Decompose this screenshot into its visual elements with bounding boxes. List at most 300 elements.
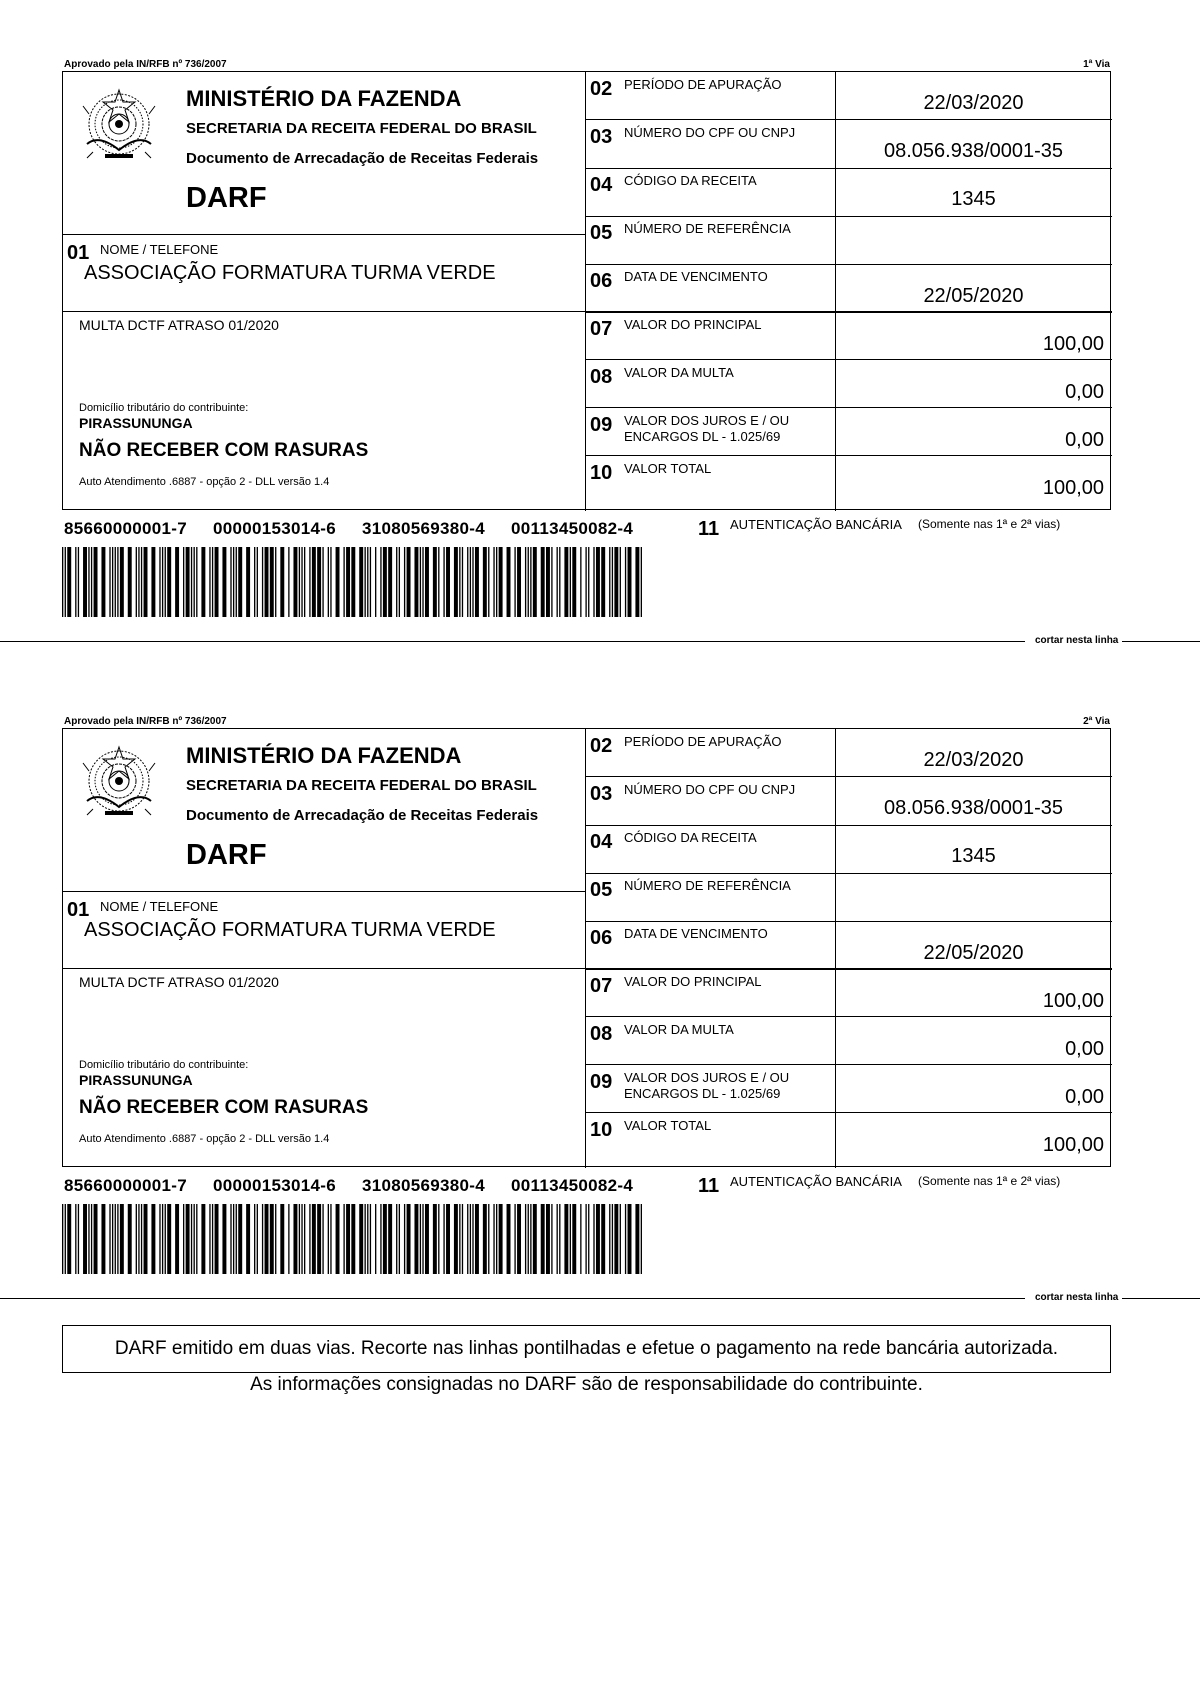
barcode-bar <box>414 547 418 617</box>
barcode-bar <box>596 1204 600 1274</box>
approval-note: Aprovado pela IN/RFB nº 736/2007 <box>64 716 227 727</box>
field-01-number: 01 <box>67 242 90 264</box>
barcode-bar <box>533 547 537 617</box>
barcode-bar <box>254 1204 255 1274</box>
barcode-bar <box>422 1204 423 1274</box>
principal-value: 100,00 <box>1042 333 1104 355</box>
barcode-bar <box>483 1204 487 1274</box>
field-11-note: (Somente nas 1ª e 2ª vias) <box>918 1174 1061 1188</box>
field-04-number: 04 <box>590 174 613 196</box>
barcode-bar <box>546 547 550 617</box>
total-value: 100,00 <box>1042 1134 1104 1156</box>
barcode-bar <box>317 547 321 617</box>
barcode-bar <box>446 1204 450 1274</box>
barcode-bar <box>212 1204 213 1274</box>
field-09-label-2: ENCARGOS DL - 1.025/69 <box>624 429 781 444</box>
field-09-number: 09 <box>590 1071 613 1093</box>
grid-line <box>585 921 1112 922</box>
barcode-bar <box>109 547 110 617</box>
barcode-bar <box>230 1204 231 1274</box>
barcode-bar <box>91 1204 92 1274</box>
secretariat-title: SECRETARIA DA RECEITA FEDERAL DO BRASIL <box>186 777 537 794</box>
digitable-line-part-2: 00000153014-6 <box>213 519 337 538</box>
barcode-bar <box>120 1204 124 1274</box>
fine-value: 0,00 <box>1065 1038 1104 1060</box>
field-11-label: AUTENTICAÇÃO BANCÁRIA <box>730 1174 902 1189</box>
barcode-bar <box>614 547 618 617</box>
grid-line <box>585 216 1112 217</box>
barcode-bar <box>183 1204 184 1274</box>
barcode-bar <box>191 547 192 617</box>
barcode-bar <box>246 1204 250 1274</box>
digitable-line-part-1: 85660000001-7 <box>64 519 188 538</box>
barcode-bar <box>454 1204 458 1274</box>
barcode-bar <box>270 1204 274 1274</box>
barcode-bar <box>301 1204 302 1274</box>
barcode-bar <box>304 1204 305 1274</box>
field-02-label: PERÍODO DE APURAÇÃO <box>624 734 782 749</box>
barcode-bar <box>293 547 297 617</box>
barcode-bar <box>459 1204 460 1274</box>
barcode-bar <box>336 1204 340 1274</box>
barcode-bar <box>151 547 155 617</box>
barcode-bar <box>317 1204 321 1274</box>
coat-of-arms-icon <box>79 741 159 821</box>
field-06-number: 06 <box>590 927 613 949</box>
interest-value: 0,00 <box>1065 429 1104 451</box>
barcode-bar <box>165 1204 166 1274</box>
cut-line <box>0 1292 1200 1318</box>
barcode-bar <box>383 547 387 617</box>
divider <box>63 234 585 235</box>
software-version: Auto Atendimento .6887 - opção 2 - DLL versão 1.4 <box>79 476 330 488</box>
barcode-bar <box>270 547 274 617</box>
barcode-bar <box>75 547 76 617</box>
barcode-bar <box>196 547 197 617</box>
barcode-bar <box>222 547 226 617</box>
barcode-bar <box>612 1204 613 1274</box>
barcode-bar <box>262 547 263 617</box>
grid-line <box>585 825 1112 826</box>
barcode-bar <box>551 547 552 617</box>
digitable-line-part-4: 00113450082-4 <box>511 1176 634 1195</box>
ministry-title: MINISTÉRIO DA FAZENDA <box>186 86 462 111</box>
barcode-bar <box>304 547 305 617</box>
digitable-line-part-3: 31080569380-4 <box>362 519 486 538</box>
barcode-bar <box>238 1204 242 1274</box>
barcode-bar <box>75 1204 76 1274</box>
grid-line <box>585 455 1112 456</box>
barcode-bar <box>194 1204 195 1274</box>
payment-description: MULTA DCTF ATRASO 01/2020 <box>79 974 279 990</box>
barcode-bar <box>186 547 190 617</box>
barcode-bar <box>196 1204 197 1274</box>
barcode-bar <box>288 547 289 617</box>
barcode-bar <box>175 1204 179 1274</box>
darf-form <box>62 71 1111 510</box>
taxpayer-name: ASSOCIAÇÃO FORMATURA TURMA VERDE <box>84 262 496 284</box>
barcode-bar <box>83 547 87 617</box>
barcode-bar <box>151 1204 155 1274</box>
barcode-bar <box>588 547 589 617</box>
field-08-number: 08 <box>590 366 613 388</box>
divider <box>63 311 585 312</box>
grid-line <box>585 968 1112 970</box>
field-06-label: DATA DE VENCIMENTO <box>624 269 768 284</box>
barcode-bar <box>209 1204 210 1274</box>
field-11-note: (Somente nas 1ª e 2ª vias) <box>918 517 1061 531</box>
barcode-bar <box>330 547 331 617</box>
barcode-bar <box>194 547 195 617</box>
barcode-bar <box>517 547 521 617</box>
barcode-bar <box>309 1204 310 1274</box>
barcode-bar <box>78 547 79 617</box>
barcode-bar <box>470 547 471 617</box>
barcode-bar <box>635 547 639 617</box>
barcode-bar <box>265 1204 269 1274</box>
darf-form <box>62 728 1111 1167</box>
barcode-bar <box>628 1204 632 1274</box>
approval-note: Aprovado pela IN/RFB nº 736/2007 <box>64 59 227 70</box>
barcode-bar <box>254 547 255 617</box>
barcode-bar <box>446 547 450 617</box>
field-03-number: 03 <box>590 126 613 148</box>
barcode-bar <box>635 1204 639 1274</box>
barcode-bar <box>370 547 371 617</box>
barcode-bar <box>275 547 276 617</box>
barcode-bar <box>367 1204 368 1274</box>
field-02-number: 02 <box>590 735 613 757</box>
barcode-bar <box>233 547 234 617</box>
barcode-bar <box>420 1204 421 1274</box>
barcode-bar <box>165 547 166 617</box>
document-title: Documento de Arrecadação de Receitas Federais <box>186 150 539 167</box>
barcode-bar <box>625 547 626 617</box>
barcode <box>62 547 642 617</box>
revenue-code-value: 1345 <box>951 845 996 867</box>
barcode-bar <box>312 547 316 617</box>
barcode-bar <box>625 1204 626 1274</box>
field-11-number: 11 <box>698 518 720 540</box>
barcode-bar <box>493 1204 494 1274</box>
barcode-bar <box>425 1204 429 1274</box>
barcode-bar <box>236 1204 237 1274</box>
barcode-bar <box>438 1204 439 1274</box>
barcode-bar <box>186 1204 190 1274</box>
barcode-bar <box>488 547 489 617</box>
grid-line <box>585 1016 1112 1017</box>
barcode-bar <box>614 1204 618 1274</box>
barcode-bar <box>530 547 531 617</box>
barcode-bar <box>454 547 458 617</box>
barcode-bar <box>620 1204 621 1274</box>
field-02-label: PERÍODO DE APURAÇÃO <box>624 77 782 92</box>
barcode-bar <box>470 1204 471 1274</box>
barcode-bar <box>438 547 439 617</box>
barcode-bar <box>564 547 568 617</box>
barcode-bar <box>620 547 621 617</box>
barcode-bar <box>364 1204 365 1274</box>
barcode-bar <box>596 547 600 617</box>
barcode-bar <box>136 547 137 617</box>
barcode-bar <box>433 547 437 617</box>
period-value: 22/03/2020 <box>923 749 1024 771</box>
barcode-bar <box>159 547 160 617</box>
barcode-bar <box>159 1204 160 1274</box>
barcode-bar <box>380 1204 381 1274</box>
barcode-bar <box>91 547 92 617</box>
period-value: 22/03/2020 <box>923 92 1024 114</box>
barcode-bar <box>612 547 613 617</box>
barcode-bar <box>293 1204 297 1274</box>
field-04-label: CÓDIGO DA RECEITA <box>624 173 757 188</box>
field-05-number: 05 <box>590 222 613 244</box>
barcode-bar <box>162 547 163 617</box>
barcode-bar <box>593 1204 594 1274</box>
barcode-bar <box>246 547 250 617</box>
barcode-bar <box>496 547 497 617</box>
copy-number: 2ª Via <box>1083 716 1110 727</box>
barcode-bar <box>238 547 242 617</box>
barcode-bar <box>541 1204 545 1274</box>
barcode-bar <box>167 1204 171 1274</box>
barcode-bar <box>601 1204 605 1274</box>
grid-line <box>585 729 586 1168</box>
barcode-bar <box>443 547 444 617</box>
field-02-number: 02 <box>590 78 613 100</box>
barcode-bar <box>628 547 632 617</box>
barcode-bar <box>580 547 581 617</box>
barcode-bar <box>493 547 494 617</box>
barcode-bar <box>404 547 405 617</box>
barcode-bar <box>65 547 66 617</box>
barcode-bar <box>212 547 213 617</box>
barcode-bar <box>585 547 586 617</box>
barcode-bar <box>483 547 487 617</box>
field-09-label: VALOR DOS JUROS E / OU <box>624 413 790 428</box>
darf-title: DARF <box>186 839 267 871</box>
barcode-bar <box>65 1204 66 1274</box>
barcode-bar <box>525 1204 526 1274</box>
barcode-bar <box>541 547 545 617</box>
barcode-bar <box>288 1204 289 1274</box>
barcode-bar <box>67 1204 71 1274</box>
cut-line-right <box>1122 1298 1200 1299</box>
cut-line-left <box>0 641 1025 642</box>
barcode-bar <box>433 1204 437 1274</box>
barcode-bar <box>94 1204 98 1274</box>
barcode-bar <box>128 1204 132 1274</box>
barcode-bar <box>346 1204 350 1274</box>
barcode-bar <box>167 547 171 617</box>
barcode-bar <box>328 547 329 617</box>
barcode-bar <box>280 1204 284 1274</box>
barcode-bar <box>201 547 205 617</box>
barcode-bar <box>112 547 113 617</box>
digitable-line-part-4: 00113450082-4 <box>511 519 634 538</box>
barcode-bar <box>364 547 365 617</box>
barcode-bar <box>422 547 423 617</box>
barcode-bar <box>472 547 473 617</box>
barcode-bar <box>551 1204 552 1274</box>
barcode-bar <box>396 547 397 617</box>
grid-line <box>585 119 1112 120</box>
barcode-bar <box>407 1204 411 1274</box>
barcode-bar <box>62 1204 63 1274</box>
barcode-bar <box>533 1204 537 1274</box>
barcode-bar <box>388 1204 392 1274</box>
barcode-bar <box>641 1204 642 1274</box>
field-10-number: 10 <box>590 462 613 484</box>
field-07-number: 07 <box>590 975 613 997</box>
barcode-bar <box>525 547 526 617</box>
field-06-label: DATA DE VENCIMENTO <box>624 926 768 941</box>
barcode-bar <box>117 1204 118 1274</box>
barcode-bar <box>109 1204 110 1274</box>
field-10-label: VALOR TOTAL <box>624 461 712 476</box>
barcode-bar <box>388 547 392 617</box>
responsibility-note: As informações consignadas no DARF são de responsabilidade do contribuinte. <box>250 1374 923 1395</box>
field-09-label-2: ENCARGOS DL - 1.025/69 <box>624 1086 781 1101</box>
barcode-bar <box>514 1204 515 1274</box>
field-01-number: 01 <box>67 899 90 921</box>
barcode-bar <box>336 547 340 617</box>
barcode-bar <box>280 547 284 617</box>
ministry-title: MINISTÉRIO DA FAZENDA <box>186 743 462 768</box>
barcode-bar <box>120 547 124 617</box>
domicile-label: Domicílio tributário do contribuinte: <box>79 402 249 414</box>
barcode-bar <box>514 547 515 617</box>
barcode-bar <box>138 547 139 617</box>
barcode-bar <box>528 1204 529 1274</box>
digitable-line-part-1: 85660000001-7 <box>64 1176 188 1195</box>
barcode-bar <box>609 547 610 617</box>
barcode-bar <box>496 1204 497 1274</box>
barcode-bar <box>517 1204 521 1274</box>
field-04-number: 04 <box>590 831 613 853</box>
barcode-bar <box>572 1204 576 1274</box>
barcode-bar <box>570 547 571 617</box>
grid-line <box>585 407 1112 408</box>
barcode-bar <box>257 547 258 617</box>
field-08-label: VALOR DA MULTA <box>624 1022 734 1037</box>
barcode-bar <box>359 1204 363 1274</box>
darf-copy-2 <box>0 716 1200 1316</box>
barcode-bar <box>351 1204 355 1274</box>
barcode-bar <box>141 547 142 617</box>
interest-value: 0,00 <box>1065 1086 1104 1108</box>
barcode-bar <box>88 1204 89 1274</box>
field-09-label: VALOR DOS JUROS E / OU <box>624 1070 790 1085</box>
barcode-bar <box>330 1204 331 1274</box>
barcode-bar <box>299 1204 300 1274</box>
emission-notice: DARF emitido em duas vias. Recorte nas linhas pontilhadas e efetue o pagamento na rede bancária autorizada. <box>62 1325 1111 1373</box>
barcode-bar <box>101 1204 105 1274</box>
barcode-bar <box>375 1204 376 1274</box>
barcode-bar <box>209 547 210 617</box>
barcode-bar <box>275 1204 276 1274</box>
barcode-bar <box>230 547 231 617</box>
coat-of-arms-icon <box>79 84 159 164</box>
barcode-bar <box>370 1204 371 1274</box>
secretariat-title: SECRETARIA DA RECEITA FEDERAL DO BRASIL <box>186 120 537 137</box>
barcode-bar <box>564 1204 568 1274</box>
barcode-bar <box>115 1204 116 1274</box>
barcode-bar <box>488 1204 489 1274</box>
field-01-label: NOME / TELEFONE <box>100 899 219 914</box>
copy-number: 1ª Via <box>1083 59 1110 70</box>
cut-line-left <box>0 1298 1025 1299</box>
barcode-bar <box>175 547 179 617</box>
barcode-bar <box>462 1204 463 1274</box>
barcode-bar <box>128 547 132 617</box>
field-11-label: AUTENTICAÇÃO BANCÁRIA <box>730 517 902 532</box>
barcode-bar <box>322 547 323 617</box>
barcode-bar <box>191 1204 192 1274</box>
barcode-bar <box>183 547 184 617</box>
barcode-bar <box>396 1204 397 1274</box>
domicile-city: PIRASSUNUNGA <box>79 415 193 431</box>
barcode-bar <box>215 1204 219 1274</box>
digitable-line-part-3: 31080569380-4 <box>362 1176 486 1195</box>
barcode-bar <box>257 1204 258 1274</box>
barcode-bar <box>507 547 511 617</box>
barcode-bar <box>144 1204 148 1274</box>
barcode-bar <box>420 547 421 617</box>
barcode-bar <box>528 547 529 617</box>
barcode-bar <box>425 547 429 617</box>
barcode-bar <box>467 547 468 617</box>
barcode-bar <box>312 1204 316 1274</box>
revenue-code-value: 1345 <box>951 188 996 210</box>
payment-description: MULTA DCTF ATRASO 01/2020 <box>79 317 279 333</box>
cnpj-value: 08.056.938/0001-35 <box>883 797 1064 819</box>
grid-line <box>585 359 1112 360</box>
barcode-bar <box>215 547 219 617</box>
barcode-bar <box>609 1204 610 1274</box>
barcode-bar <box>414 1204 418 1274</box>
barcode <box>62 1204 642 1274</box>
barcode-bar <box>407 547 411 617</box>
field-05-label: NÚMERO DE REFERÊNCIA <box>624 878 791 893</box>
darf-copy-1 <box>0 59 1200 659</box>
barcode-bar <box>383 1204 387 1274</box>
barcode-bar <box>557 1204 558 1274</box>
barcode-bar <box>359 547 363 617</box>
software-version: Auto Atendimento .6887 - opção 2 - DLL versão 1.4 <box>79 1133 330 1145</box>
barcode-bar <box>309 547 310 617</box>
barcode-bar <box>399 1204 400 1274</box>
barcode-bar <box>559 1204 560 1274</box>
cut-line-label: cortar nesta linha <box>1035 635 1119 646</box>
field-08-label: VALOR DA MULTA <box>624 365 734 380</box>
divider <box>63 968 585 969</box>
barcode-bar <box>299 547 300 617</box>
domicile-city: PIRASSUNUNGA <box>79 1072 193 1088</box>
barcode-bar <box>580 1204 581 1274</box>
barcode-bar <box>530 1204 531 1274</box>
barcode-bar <box>236 547 237 617</box>
grid-line <box>585 311 1112 313</box>
barcode-bar <box>593 547 594 617</box>
field-07-label: VALOR DO PRINCIPAL <box>624 974 762 989</box>
barcode-bar <box>201 1204 205 1274</box>
barcode-bar <box>138 1204 139 1274</box>
no-erasures-warning: NÃO RECEBER COM RASURAS <box>79 440 369 461</box>
barcode-bar <box>351 547 355 617</box>
barcode-bar <box>585 1204 586 1274</box>
barcode-bar <box>367 547 368 617</box>
